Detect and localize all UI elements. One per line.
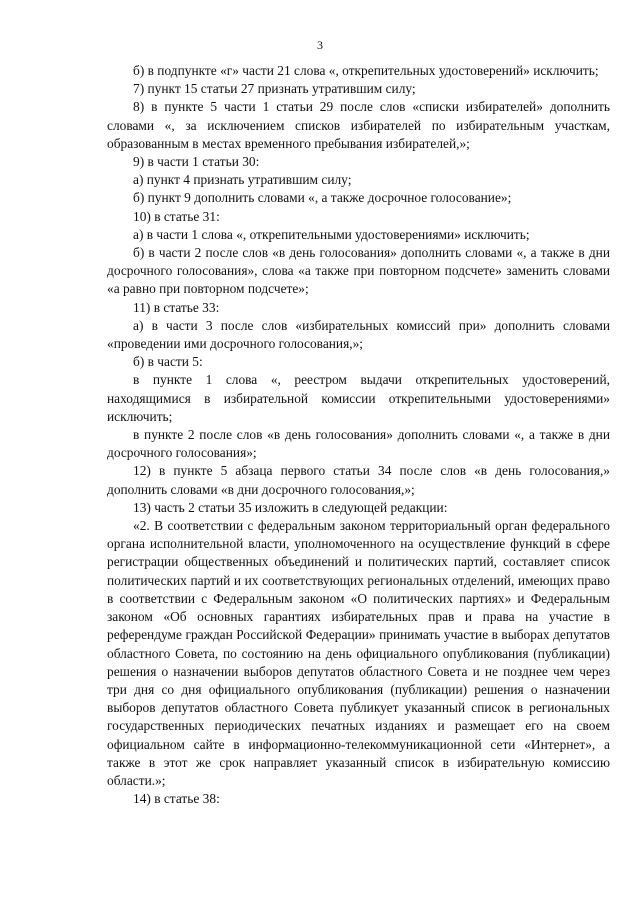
page-number: 3 <box>317 38 323 52</box>
paragraph: в пункте 2 после слов «в день голосования» дополнить словами «, а также в дни досрочного голосования»; <box>107 427 610 461</box>
paragraph: 14) в статье 38: <box>133 791 220 807</box>
paragraph: «2. В соответствии с федеральным законом территориальный орган федерального органа исполнительной власти, уполномоченного на осуществление функций в сфере регистрации общественных объединений и политических партий, составляет список политических партий и их соответствующих региональных отделений, имеющих право в соответствии с Федеральным законом «О политических партиях» и Федеральным законом «Об основных гарантиях избирательных прав и права на участие в референдуме граждан Российской Федерации» принимать участие в выборах депутатов областного Совета, по состоянию на день официального опубликования (публикации) решения о назначении выборов депутатов областного Совета и не позднее чем через три дня со дня официального опубликования (публикации) решения о назначении выборов депутатов областного Совета публикует указанный список в региональных государственных периодических печатных изданиях и размещает его на своем официальном сайте в информационно-телекоммуникационной сети «Интернет», а также в этот же срок направляет указанный список в избирательную комиссию области.»; <box>107 518 610 788</box>
paragraph: а) пункт 4 признать утратившим силу; <box>133 172 352 188</box>
paragraph: а) в части 1 слова «, открепительными удостоверениями» исключить; <box>133 226 530 242</box>
paragraph: а) в части 3 после слов «избирательных комиссий при» дополнить словами «проведении ими досрочного голосования,»; <box>107 317 610 352</box>
paragraph: б) в части 5: <box>133 354 203 370</box>
paragraph: 11) в статье 33: <box>133 299 220 315</box>
paragraph: 10) в статье 31: <box>133 208 220 224</box>
paragraph: 8) в пункте 5 части 1 статьи 29 после слов «списки избирателей» дополнить словами «, за исключением списков избирателей по избирательным участкам, образованным в местах временного пребывания избирателей,»; <box>107 99 610 151</box>
paragraph: б) в части 2 после слов «в день голосования» дополнить словами «, а также в дни досрочного голосования», слова «а также при повторном подсчете» заменить словами «а равно при повторном подсчете»; <box>107 245 610 297</box>
document-body <box>107 62 610 808</box>
paragraph: в пункте 1 слова «, реестром выдачи открепительных удостоверений, находящимися в избирательной комиссии открепительными удостоверениями» исключить; <box>107 372 610 424</box>
paragraph: б) пункт 9 дополнить словами «, а также досрочное голосование»; <box>133 190 512 206</box>
paragraph: 13) часть 2 статьи 35 изложить в следующей редакции: <box>133 499 448 515</box>
paragraph: 7) пункт 15 статьи 27 признать утратившим силу; <box>133 81 416 97</box>
paragraph: 12) в пункте 5 абзаца первого статьи 34 после слов «в день голосования,» дополнить словами «в дни досрочного голосования,»; <box>107 463 610 497</box>
paragraph: 9) в части 1 статьи 30: <box>133 154 260 170</box>
paragraph: б) в подпункте «г» части 21 слова «, открепительных удостоверений» исключить; <box>133 63 599 78</box>
